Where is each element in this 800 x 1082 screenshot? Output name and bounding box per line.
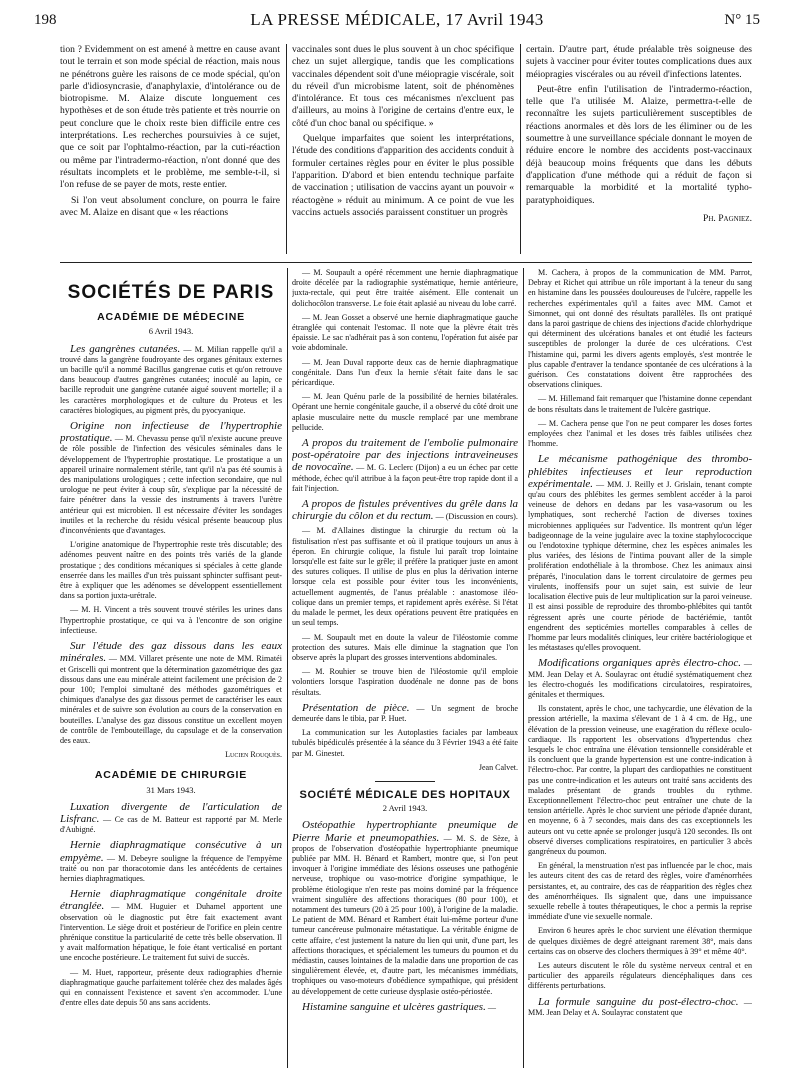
paragraph: tion ? Evidemment on est amené à mettre en cause avant tout le terrain et son mode spécial de réaction, mais nous ne pénétrons guère les raisons de ce mode spécial, qu'on parle d'idiosyncrasie, d'anaphylaxie, d'intolérance ou de biotropisme. M. Alaize discute longuement ces hypothèses et de son étude très patiente et très nourrie on peut conclure que le choix reste bien difficile entre ces interprétations. Les recherches poursuivies à ce sujet, que ce soit par l'ophtalmo-réaction, par la cuti-réaction ou même par l'intradermo-réaction, n'ont donné que des résultats incomplets et le problème, me semble-t-il, si l'on refuse de se payer de mots, reste entier. [60, 44, 280, 191]
item-title: La formule sanguine du post-électro-choc. [538, 995, 739, 1008]
session-date: 2 Avril 1943. [382, 803, 428, 814]
item-text: — MM. Jean Delay et A. Soulayrac ont étudié systématiquement chez les électro-chogués les modifications circulatoires, respiratoires, génitales et thermiques. [528, 659, 752, 699]
paragraph: Quelque imparfaites que soient les interprétations, l'étude des conditions d'apparition des accidents conduit à formuler certaines règles pour en éviter le plus possible l'apparition. D'abord et bien entendu technique parfaite de vaccination ; utilisation de vaccins ayant un pouvoir « réactogène » réduit au minimum. A ce point de vue les vaccins actuels associés paraissent constituer un progrès [292, 133, 514, 218]
item-title: Modifications organiques après électro-choc. [538, 657, 741, 670]
item-title: Histamine sanguine et ulcères gastriques. [302, 1000, 486, 1013]
paragraph: La communication sur les Autoplasties faciales par lambeaux tubulés bipédiculés présentée à la séance du 3 Février 1943 a été faite par M. Ginestet. [292, 728, 518, 758]
item-text: — MM. Villaret présente une note de MM. Rimatéi et Griscelli qui montrent que la détermination gazométrique des gaz dissous dans une eau minérale atteint facilement une précision de 2 pour 100; l'emploi simultané des méthodes gazométriques et chimiques d'analyse des gaz dissous permet de caractériser les eaux minérales et de suivre son évolution au cours de la conservation en bouteilles. L'analyse des gaz dissous constitue un excellent moyen de contrôle de l'embouteillage, du capsulage et de la conservation des eaux. [60, 654, 282, 745]
societes-col-1 [60, 268, 282, 1074]
item-text: — M. Milian rappelle qu'il a trouvé dans la gangrène foudroyante des organes génitaux externes un bacille qu'il a nommé Bacillus gangrenae cutis et qu'on retrouve dans beaucoup d'autres gangrènes cutanées; inoculé au lapin, ce bacille reproduit une gangrène cutanée aigué souvent mortelle; il a les caractères morphologiques et de culture du Proteus et les caractères biologiques, au pigment près, du pyocyanique. [60, 344, 282, 415]
paragraph: — M. d'Allaines distingue la chirurgie du rectum où la fistulisation n'est pas suffisante et où il pratique toujours un anus à éperon. En chirurgie colique, la fistule lui paraît trop lointaine lorsqu'elle est faite sur le grêle; il préfère la pratiquer juste en amont des sutures coliques. Il utilise de plus en plus la dérivation interne lorsque cela est possible pour éviter tous les inconvénients, actuellement augmentés, de l'anus préalable : anastomose iléo-colique dans un premier temps, et rapidement après exérèse. Si l'état du malade le permet, les deux opérations peuvent être pratiquées en un seul temps. [292, 526, 518, 628]
issue-number: N° 15 [724, 12, 760, 28]
author-signature: Lucien Rouquès. [225, 750, 282, 760]
item-text: — M. G. Leclerc (Dijon) a eu un échec par cette méthode, échec qu'il attribue à la façon peut-être trop rapide dont il a fait l'injection. [292, 463, 518, 493]
item-title: Présentation de pièce. [302, 701, 410, 714]
item-title: Origine non infectieuse de l'hypertrophie prostatique. [60, 420, 282, 445]
item-title: Hernie diaphragmatique congénitale droite étranglée. [60, 888, 282, 913]
section-rule [60, 262, 752, 263]
paragraph: — M. Jean Quénu parle de la possibilité de hernies bilatérales. Opérant une hernie congénitale gauche, il a observé du côté droit une aplasie musculaire nette du muscle remplacé par une membrane pellucide. [292, 392, 518, 432]
item-text: — Un segment de broche demeurée dans le tibia, par P. Huet. [292, 703, 518, 723]
author-signature: Ph. Pagniez. [703, 212, 752, 224]
societes-col-2: — M. Soupault a opéré récemment une hernie diaphragmatique droite décelée par la radiographie systématique, hernie antérieure, juxta-rectale, qui peut être traitée aisément. Elle contenait un dolichocôlon transverse. Le foie était aplasié au niveau du lobe carré. — M. Jean Gosset a observé une hernie diaphragmatique gauche étranglée qui contenait l'estomac. Il note que la plèvre était très épaissie. Le sac n'adhérait pas à son contenu, l'opération fut aisée par voie abdominale. — M. Jean Duval rapporte deux cas de hernie diaphragmatique congénitale. Dans l'un d'eux la hernie s'était faite dans le sac péricardique. — M. Jean Quénu parle de la possibilité de hernies bilatérales. Opérant une hernie congénitale gauche, il a observé du côté droit une aplasie musculaire nette du muscle remplacé par une membrane pellucide. A propos du traitement de l'embolie pulmonaire post-opératoire par des injections intraveineuses de novocaïne. — M. G. Leclerc (Dijon) a eu un échec par cette méthode, échec qu'il attribue à la façon peut-être trop rapide dont il a fait l'injection. A propos de fistules préventives du grêle dans la chirurgie du côlon et du rectum. — (Discussion en cours). — M. d'Allaines distingue la chirurgie du rectum où la fistulisation n'est pas suffisante et où il pratique toujours un anus à éperon. En chirurgie colique, la fistule lui paraît trop lointaine lorsqu'elle est faite sur le grêle; il préfère la pratiquer juste en amont des sutures coliques. Il utilise de plus en plus la dérivation interne lorsque cela est possible pour éviter tous les inconvénients, actuellement augmentés, de l'anus préalable : anastomose iléo-colique dans un premier temps, et rapidement après exérèse. Si l'état du malade le permet, les deux opérations peuvent être pratiquées en un seul temps. — M. Soupault met en doute la valeur de l'iléostomie comme protection des sutures. Mais elle diminue la stagnation que l'on observe après la plupart des grosses interventions abdominales. — M. Rouhier se trouve bien de l'iléostomie qu'il emploie volontiers lorsque l'aspiration duodénale ne donne pas de bons résultats. Présentation de pièce. — Un segment de broche demeurée dans le tibia, par P. Huet. La communication sur les Autoplasties faciales par lambeaux tubulés bipédiculés présentée à la séance du 3 Février 1943 a été faite par M. Ginestet. Jean Calvet. SOCIÉTÉ MÉDICALE DES HOPITAUX 2 Avril 1943. Ostéopathie hypertrophiante pneumique de Pierre Marie et pneumopathies. — M. S. de Sèze, à propos de l'observation d'ostéopathie hypertrophiante pneumique publiée par MM. H. Bénard et Rambert, montre que, si l'on peut invoquer à l'origine immédiate des lésions osseuses une pathogénie nerveuse, trophique ou vaso-motrice d'origine sympathique, le problème étiologique n'en reste pas moins dominé par la fréquence vraiment singulière des affections thoraciques (80 pour 100), et notamment des tumeurs (20 à 25 pour 100), à l'origine de la maladie. Le patient de MM. Bénard et Rambert était lui-même porteur d'une tumeur cancéreuse pulmonaire métastatique. La véritable énigme de cette affaire, c'est justement la nature du lien qui unit, d'une part, les affections thoraciques, et spécialement les tumeurs du poumon et du médiastin, causes lointaines de la maladie dans une proportion de cas singulièrement élevée, et, d'autre part, les mécanismes immédiats, trophiques ou vaso-moteurs d'obédience sympathique, qui président au développement de cette curieuse dysplasie ostéo-périostée. Histamine sanguine et ulcères gastriques. — [292, 268, 518, 1013]
item-text: — MM. J. Reilly et J. Grislain, tenant compte qu'au cours des phlébites les germes semblent accéder à la paroi veineuse de dehors en dedans par les vasa-vasorum ou les lymphatiques, sont recherché l'action de diverses toxines microbiennes appliquées sur l'adventice. Ils montrent qu'un léger badigeonnage de la veine jugulaire avec la toxine staphylococcique ou l'endotoxine typhique détermine, chez les espèces animales les plus variées, des lésions de l'intima pouvant aller de la simple prolifération endothéliale à la thrombose. Chez les animaux ainsi préparés, l'inoculation dans le torrent circulatoire de germes peu virulents, inoffensifs pour un sujet sain, est suivie de leur localisation élective puis de leur multiplication sur la paroi veineuse. Il est ainsi possible de reproduire des thrombo-phlébites qui tantôt régressent après une courte période de bactériémie, tantôt engendrent des septicémies mortelles comparables à celles de l'homme par leurs modalités cliniques, leur critère bactériologique et les métastases qu'elles provoquent. [528, 479, 752, 653]
author-signature: Jean Calvet. [478, 762, 518, 772]
column-rule [287, 268, 288, 1068]
paragraph: — M. Hillemand fait remarquer que l'histamine donne cependant de bons résultats dans le traitement de l'ulcère gastrique. [528, 394, 752, 414]
column-rule [523, 268, 524, 1068]
top-article-col-2 [292, 44, 514, 256]
paragraph: Environ 6 heures après le choc survient une élévation thermique de quelques dixièmes de degré atteignant rarement 38°, mais dans certains cas on observe des clochers thermiques à 39° et même 40°. [528, 926, 752, 956]
paragraph: — M. Jean Duval rapporte deux cas de hernie diaphragmatique congénitale. Dans l'un d'eux la hernie s'était faite dans le sac péricardique. [292, 357, 518, 388]
item-text: — MM. Huguier et Duhamel apportent une observation où le diagnostic put être fait exactement avant l'intervention. Le siège droit et postérieur de l'orifice en plein centre phrénique constitue la particularité de cette très belle observation. Il y avait malformation hépatique, le foie étant verticalisé en portant une encoche postérieure. Le traitement fut suivi de succès. [60, 902, 282, 963]
running-header [34, 10, 760, 34]
top-article-col-3 [526, 44, 752, 258]
item-title: Hernie diaphragmatique consécutive à un empyème. [60, 839, 282, 864]
item-text: — (Discussion en cours). [435, 512, 518, 522]
item-text: — M. S. de Sèze, à propos de l'observation d'ostéopathie hypertrophiante pneumique publiée par MM. H. Bénard et Rambert, montre que, si l'on peut invoquer à l'origine immédiate des lésions osseuses une pathogénie nerveuse, trophique ou vaso-motrice d'origine sympathique, le problème étiologique n'en reste pas moins dominé par la fréquence vraiment singulière des affections thoraciques (80 pour 100), et notamment des tumeurs (20 à 25 pour 100), à l'origine de la maladie. Le patient de MM. Bénard et Rambert était lui-même porteur d'une tumeur cancéreuse pulmonaire métastatique. La véritable énigme de cette affaire, c'est justement la nature du lien qui unit, d'une part, les affections thoraciques, et spécialement les tumeurs du poumon et du médiastin, causes lointaines de la maladie dans une proportion de cas singulièrement élevée, et, d'autre part, les mécanismes immédiats, trophiques ou vaso-moteurs d'obédience sympathique, qui président au développement de cette curieuse dysplasie ostéo-périostée. [292, 833, 518, 996]
session-date: 31 Mars 1943. [146, 784, 196, 795]
academy-title: ACADÉMIE DE MÉDECINE [97, 311, 245, 324]
section-heading: SOCIÉTÉS DE PARIS [67, 282, 275, 303]
paragraph: — M. Cachera pense que l'on ne peut comparer les doses fortes employées chez l'animal et les doses très faibles utilisées chez l'homme. [528, 418, 752, 449]
item-title: Sur l'étude des gaz dissous dans les eaux minérales. [60, 640, 282, 665]
paragraph: vaccinales sont dues le plus souvent à un choc spécifique chez un sujet allergique, tandis que les complications vaccinales dépendent soit d'une méiopragie viscérale, soit du réveil d'un microbisme latent, soit de phénomènes d'intolérance. Et tous ces mécanismes n'excluent pas d'ailleurs, au moins à l'origine de certains d'entre eux, le côté d'un choc banal ou spécifique. » [292, 44, 514, 129]
academy-title: ACADÉMIE DE CHIRURGIE [94, 769, 248, 782]
paragraph: Les auteurs discutent le rôle du système nerveux central et en particulier des appareils régulateurs diencéphaliques dans ces différents perturbations. [528, 961, 752, 991]
item-title: Les gangrènes cutanées. [70, 342, 181, 355]
column-rule [286, 44, 287, 254]
paragraph: L'origine anatomique de l'hypertrophie reste très discutable; des adénomes peuvent naître en des points très variés de la glande prostatique ; des conditions mécaniques si spéciales à cette glande enserrée dans les mailles d'un très puissant sphincter suffisant peut-être à expliquer que les adénomes se développent essentiellement dans sa portion juxta-urétrale. [60, 540, 282, 601]
paragraph: En général, la menstruation n'est pas influencée par le choc, mais les auteurs citent des cas de retard des règles, voire d'aménorrhées persistantes, et, au contraire, des cas de réapparition des règles chez des aménorrhéiques. Ils signalent que, dans une impuissance sexuelle rebelle à toutes thérapeutiques, le choc a permis la reprise immédiate d'une vie sexuelle normale. [528, 861, 752, 922]
top-article-col-1 [60, 44, 280, 256]
item-text: — MM. Jean Delay et A. Soulayrac constatent que [528, 997, 752, 1017]
item-text: — Ce cas de M. Batteur est rapporté par M. Merle d'Aubigné. [60, 814, 282, 835]
divider [375, 781, 435, 782]
paragraph: Ils constatent, après le choc, une tachycardie, une élévation de la pression artérielle, la maxima s'élevant de 1 à 4 cm. de Hg., une élévation de la pression veineuse, une exagération du réflexe oculo-cardiaque. Ils rapportent les observations d'hypertendus chez lesquels le choc entraîna une élévation tensionnelle considérable et ils concluent que la grande hypertension est une contre-indication à l'électro-choc. Par contre, la plupart des cardiopathies ne constituent pas une contre-indication et les auteurs ont traité sans accidents des malades présentant de grands troubles du rythme. Exceptionnellement l'électro-choc peut entraîner une chute de la tension artérielle. Après le choc survient une période d'apnée durant, en moyenne, 6 à 7 secondes, mais dans des cas exceptionnels les auteurs ont vu cette apnée se prolonger jusqu'à 120 secondes. Ils ont observé diverses complications respiratoires, en particulier 3 abcès gangréneux du poumon. [528, 704, 752, 856]
item-title: A propos du traitement de l'embolie pulmonaire post-opératoire par des injections intraveineuses de novocaïne. [292, 437, 518, 474]
paragraph: Si l'on veut absolument conclure, on pourra le faire avec M. Alaize en disant que « les réactions [60, 194, 280, 218]
session-date: 6 Avril 1943. [148, 326, 194, 337]
societes-col-3 [528, 268, 752, 1074]
item-text: — M. Chevassu pense qu'il n'existe aucune preuve de rôle possible de l'infection des vésicules séminales dans le développement de l'hypertrophie prostatique. Le prostatique a un appareil urinaire normalement stérile, tant qu'il n'a pas été soumis à des manipulations urologiques ; cette infection secondaire, que nul urologue ne peut éviter à coup sûr, s'explique par la nécessité de faire pénétrer dans la vessie des instruments à travers l'urètre antérieur qui est microbien. Il est nécessaire d'éviter les sondages inutiles et la recherche du résidu vésical présente beaucoup plus d'inconvénients que d'avantages. [60, 434, 282, 536]
paragraph: — M. Huet, rapporteur, présente deux radiographies d'hernie diaphragmatique gauche parfaitement tolérée chez des malades âgés qui en connaissent l'existence et savent s'en accommoder. L'une d'entre elles date depuis 50 ans sans accidents. [60, 967, 282, 1008]
item-text: — M. Debeyre souligne la fréquence de l'empyème traité ou non par thoracotomie dans les antécédents de certaines hernies diaphragmatiques. [60, 853, 282, 883]
society-title: SOCIÉTÉ MÉDICALE DES HOPITAUX [299, 788, 511, 801]
paragraph: — M. Soupault a opéré récemment une hernie diaphragmatique droite décelée par la radiographie systématique, hernie antérieure, juxta-rectale, qui peut être traitée aisément. Elle contenait un dolichocôlon transverse. Le foie était aplasié au niveau du lobe carré. [292, 268, 518, 308]
paragraph: — M. Jean Gosset a observé une hernie diaphragmatique gauche étranglée qui contenait l'estomac. Il note que la plèvre était très épaissie. Le sac n'adhérait pas à son contenu, l'opération fut aisée par voie abdominale. [292, 312, 518, 353]
paragraph: Peut-être enfin l'utilisation de l'intradermo-réaction, telle que l'a utilisée M. Alaize, permettra-t-elle de reconnaître les sujets particulièrement susceptibles de réactions anormales et dès lors de les éliminer ou de les soumettre à une surveillance spéciale donnant le moyen de réduire encore le nombre des accidents post-vaccinaux déjà beaucoup moins fréquents que dans les débuts d'application d'une méthode qui a réduit de façon si remarquable la morbidité et la mortalité typho-paratyphoidiques. [526, 83, 752, 206]
paragraph: — M. Rouhier se trouve bien de l'iléostomie qu'il emploie volontiers lorsque l'aspiration duodénale ne donne pas de bons résultats. [292, 667, 518, 697]
paragraph: M. Cachera, à propos de la communication de MM. Parrot, Debray et Richet qui attribue un rôle important à la teneur du sang en histamine dans les poussées douloureuses de l'ulcère, rappelle les recherches expérimentales qu'il a faites avec MM. Camot et Simonnet, qui ont donné des résultats parallèles. Ils ont pratiqué dans la paroi gastrique de chiens des injections d'acide chlorhydrique qui déterminent des ulcérations banales et ont étudié les facteurs susceptibles de prolonger la durée de ces ulcérations. C'est l'histamine qui, parmi les divers agents employés, s'est montrée le plus capable d'entraver la tendance spontanée de ces ulcérations à la guérison. Ces constatations doivent être rapprochées des observations cliniques. [528, 268, 752, 390]
paragraph: certain. D'autre part, étude préalable très soigneuse des sujets à vacciner pour éviter toutes complications dues aux méiopragies viscérales ou au réveil d'infections latentes. [526, 44, 752, 80]
paragraph: — M. Soupault met en doute la valeur de l'iléostomie comme protection des sutures. Mais elle diminue la stagnation que l'on observe après la plupart des grosses interventions abdominales. [292, 632, 518, 662]
item-title: Ostéopathie hypertrophiante pneumique de Pierre Marie et pneumopathies. [292, 819, 518, 844]
journal-title: LA PRESSE MÉDICALE, 17 Avril 1943 [250, 10, 544, 29]
page-number: 198 [34, 12, 57, 28]
item-title: Le mécanisme pathogénique des thrombo-phlébites infectieuses et leur reproduction expérimentale. [528, 453, 752, 490]
paragraph: — M. H. Vincent a très souvent trouvé stériles les urines dans l'hypertrophie prostatique, ce qui va à l'encontre de son origine infectieuse. [60, 605, 282, 635]
column-rule [520, 44, 521, 254]
item-title: Luxation divergente de l'articulation de Lisfranc. [60, 800, 282, 825]
item-title: A propos de fistules préventives du grêle dans la chirurgie du côlon et du rectum. [292, 498, 518, 523]
